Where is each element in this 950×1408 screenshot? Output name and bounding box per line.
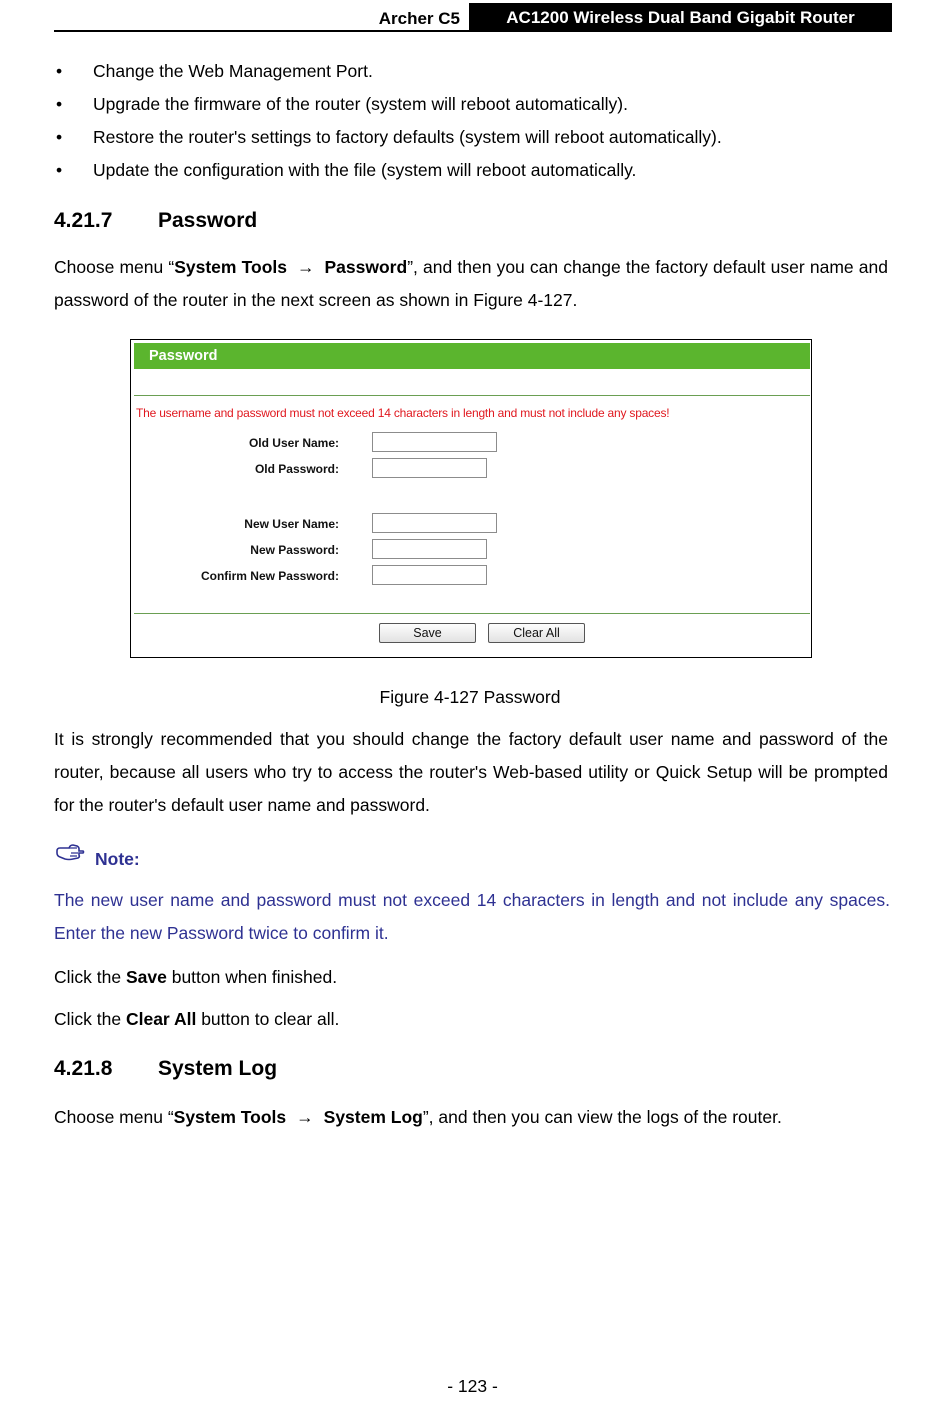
instruction-prefix: Click the	[54, 1009, 126, 1029]
password-intro-paragraph	[54, 251, 888, 317]
pointing-hand-icon	[55, 843, 85, 863]
recommendation-paragraph: It is strongly recommended that you should change the factory default user name and password of the router, because all users who try to access the router's Web-based utility or Quick Setup will be prompted for the router's default user name and password.	[54, 729, 888, 815]
new-password-input[interactable]	[372, 539, 487, 559]
menu-path-system-tools: System Tools	[174, 257, 287, 277]
clear-all-button[interactable]: Clear All	[488, 623, 585, 643]
list-item-text: Restore the router's settings to factory defaults (system will reboot automatically).	[93, 127, 722, 147]
instruction-suffix: button when finished.	[166, 967, 338, 987]
list-item-text: Change the Web Management Port.	[93, 61, 373, 81]
bullet-icon: •	[56, 127, 63, 147]
old-password-input[interactable]	[372, 458, 487, 478]
warning-message: The username and password must not exceed 14 characters in length and must not include any spaces!	[136, 406, 670, 420]
list-item	[54, 93, 722, 126]
bullet-icon: •	[56, 61, 63, 81]
new-user-name-label: New User Name:	[244, 517, 339, 531]
panel-title-bar: Password	[134, 343, 810, 369]
note-text: The new user name and password must not exceed 14 characters in length and not include any spaces. Enter the new Password twice to confirm it.	[54, 890, 890, 943]
bullet-icon: •	[56, 94, 63, 114]
instruction-prefix: Click the	[54, 967, 126, 987]
list-item-text: Upgrade the firmware of the router (system will reboot automatically).	[93, 94, 628, 114]
page-number: - 123 -	[447, 1376, 498, 1396]
clear-instruction	[54, 1008, 339, 1030]
list-item	[54, 126, 722, 159]
save-button[interactable]: Save	[379, 623, 476, 643]
header-model: Archer C5	[378, 9, 460, 28]
password-settings-screenshot	[130, 339, 812, 658]
new-password-label: New Password:	[250, 543, 339, 557]
old-password-label: Old Password:	[254, 462, 339, 476]
figure-caption: Figure 4-127 Password	[379, 687, 561, 707]
instruction-suffix: button to clear all.	[196, 1009, 340, 1029]
instruction-clear-term: Clear All	[125, 1009, 197, 1029]
section-title: Password	[158, 209, 258, 232]
panel-divider-bottom	[134, 613, 810, 614]
list-item-text: Update the configuration with the file (system will reboot automatically.	[93, 160, 637, 180]
intro-prefix: Choose menu “	[54, 257, 175, 277]
header-rule	[54, 30, 892, 32]
menu-path-system-tools: System Tools	[173, 1107, 287, 1127]
confirm-new-password-input[interactable]	[372, 565, 487, 585]
bullet-icon: •	[56, 160, 63, 180]
section-heading-system-log	[54, 1056, 277, 1082]
section-number: 4.21.7	[54, 209, 113, 232]
system-log-intro	[54, 1106, 782, 1128]
right-arrow-icon: →	[297, 257, 315, 277]
instruction-save-term: Save	[125, 967, 167, 987]
new-user-name-input[interactable]	[372, 513, 497, 533]
intro-suffix: ”, and then you can change the factory default user name and password of the router in the next screen as shown in Figure 4-127.	[54, 257, 888, 310]
section-title: System Log	[158, 1057, 278, 1080]
note-label: Note:	[95, 849, 140, 869]
section-number: 4.21.8	[54, 1057, 113, 1080]
intro-prefix: Choose menu “	[54, 1107, 174, 1127]
old-user-name-label: Old User Name:	[248, 436, 339, 450]
section-heading-password	[54, 208, 257, 234]
menu-path-password: Password	[324, 257, 408, 277]
header-product-title: AC1200 Wireless Dual Band Gigabit Router	[469, 3, 892, 32]
old-user-name-input[interactable]	[372, 432, 497, 452]
save-instruction	[54, 966, 337, 988]
feature-bullet-list	[54, 60, 722, 192]
intro-suffix: ”, and then you can view the logs of the router.	[422, 1107, 782, 1127]
list-item	[54, 159, 722, 192]
menu-path-system-log: System Log	[323, 1107, 423, 1127]
right-arrow-icon: →	[296, 1107, 314, 1127]
confirm-new-password-label: Confirm New Password:	[200, 569, 339, 583]
list-item	[54, 60, 722, 93]
panel-divider-top	[134, 395, 810, 396]
